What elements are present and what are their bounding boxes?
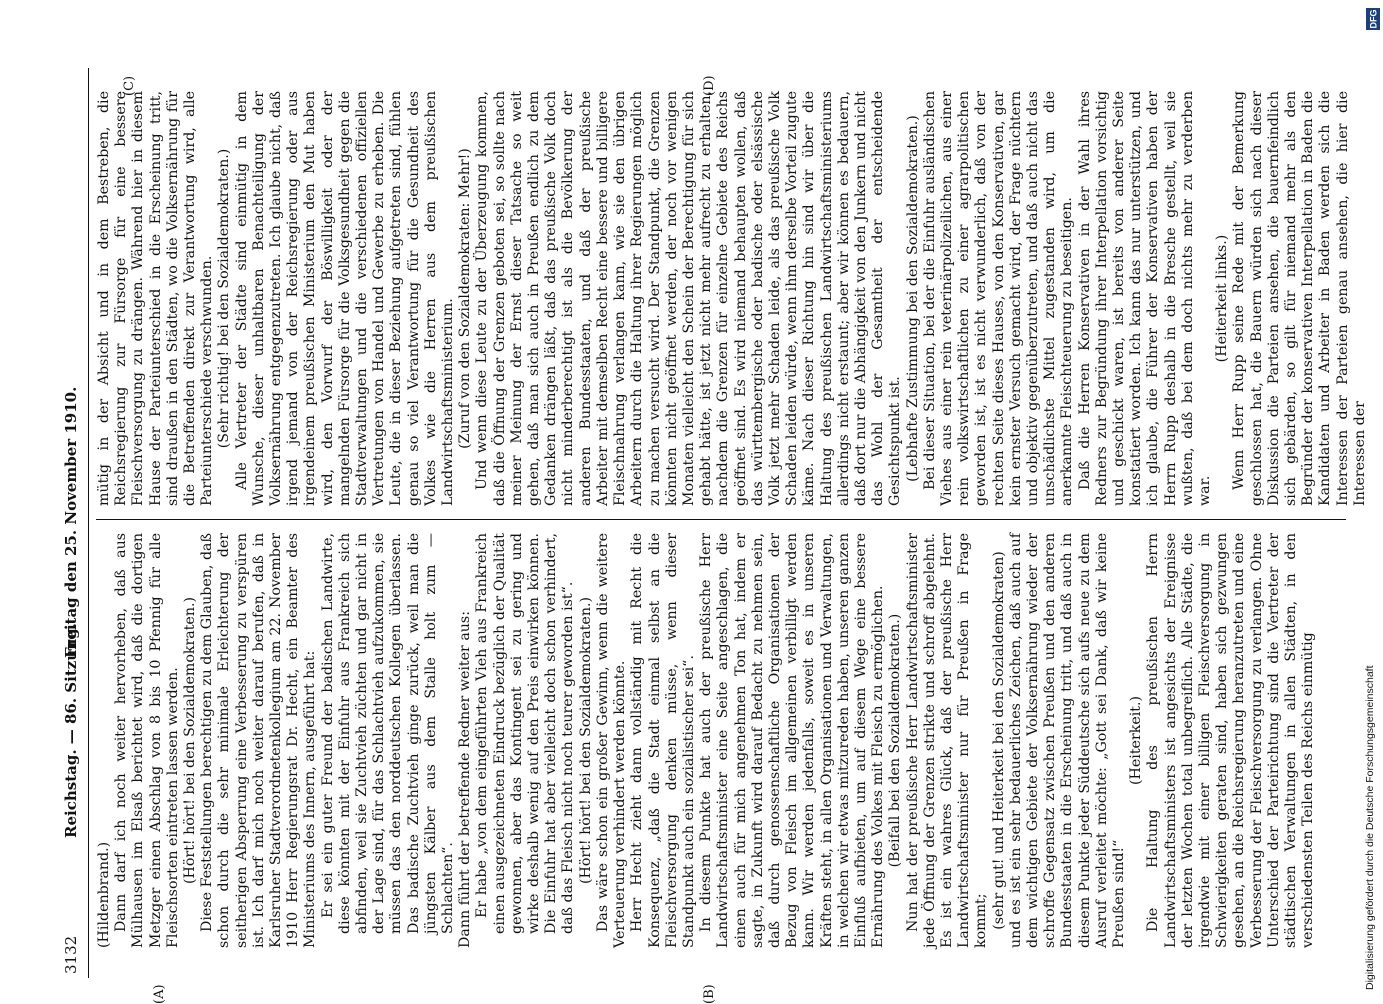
paragraph: Diese Feststellungen berechtigen zu dem Glauben, daß schon durch die sehr minimale Erleichterung der seitherigen Absperrung eine Verbesserung zu verspüren ist. Ich darf mich noch weiter darauf berufen, daß in Karlsruher Stadtverordnetenkollegium am 22. November 1910 Herr Regierungsrat Dr. Hecht, ein Beamter des Ministeriums des Innern, ausgeführt hat: — [199, 533, 319, 948]
page-number: 3132 — [62, 935, 80, 974]
paragraph: Herr Hecht zieht dann vollständig mit Recht die Konsequenz, „daß die Stadt einmal selbst an die Fleischversorgung denken müsse, wenn dieser Standpunkt auch ein sozialistischer sei“. — [629, 533, 697, 948]
paragraph: Er habe „von dem eingeführten Vieh aus Frankreich einen ausgezeichneten Eindruck bezüglich der Qualität gewonnen, aber das Kontingent sei zu gering und wirke deshalb wenig auf den Preis einwirken können. Die Einfuhr hat aber vielleicht doch schon verhindert, daß das Fleisch nicht noch teurer geworden ist“. — [474, 533, 577, 934]
page-header — [52, 68, 89, 978]
digitization-credit: Digitalisierung gefördert durch die Deutsche Forschungsgemeinschaft — [1364, 665, 1376, 990]
paragraph: (Heiterkeit.) — [1128, 696, 1145, 785]
document-page — [52, 68, 1368, 1004]
paragraph: (Sehr richtig! bei den Sozialdemokraten.) — [216, 148, 233, 449]
paragraph: (sehr gut! und Heiterkeit bei den Sozialdemokraten) — [990, 551, 1007, 930]
paragraph: Dann führt der betreffende Redner weiter aus: — [457, 611, 474, 948]
paragraph: Das wäre schon ein großer Gewinn, wenn die weitere Verteuerung verhindert werden könnte. — [594, 533, 629, 948]
right-text-column — [96, 91, 1369, 506]
paragraph: (Heiterkeit links.) — [1214, 234, 1231, 363]
paragraph: (Hört! hört! bei den Sozialdemokraten.) — [182, 596, 199, 885]
paragraph: mütig in der Absicht und in dem Bestreben, die Reichsregierung zur Fürsorge für eine bessere Fleischversorgung zu drängen. Während hier in diesem Hause der Parteiunterschied in die Erscheinung tritt, sind draußen in den Städten, wo die Volksernährung für die Betreffenden direkt zur Verantwortung wird, alle Parteiunterschiede verschwunden. — [96, 91, 216, 506]
paragraph: (Hört! hört! bei den Sozialdemokraten.) — [577, 596, 594, 885]
paragraph: Wenn Herr Rupp seine Rede mit der Bemerkung geschlossen hat, die Bauern würden sich nach dieser Diskussion die Parteien ansehen, die bauernfeindlich sich gebärden, so gilt für niemand mehr als den Begründer der konservativen Interpellation in Baden die Kandidaten und Arbeiter in Baden werden sich die Interessen der Parteien genau ansehen, die hier die Interessen der — [1231, 91, 1368, 506]
left-text-column — [96, 533, 1317, 948]
column-divider — [96, 519, 1346, 520]
paragraph: Dann darf ich noch weiter hervorheben, daß aus Mülhausen im Elsaß berichtet wird, daß die dortigen Metzger einen Abschlag von 8 bis 10 Pfennig für alle Fleischsorten eintreten lassen werden. — [113, 533, 181, 948]
margin-marker-a: (A) — [152, 984, 167, 1004]
paragraph: Er sei ein guter Freund der badischen Landwirte, diese könnten mit der Einfuhr aus Frankreich sich abfinden, weil sie Zuchtvieh züchten und gar nicht in der Lage sind, für das Schlachtvieh aufzukommen, sie müssen das den norddeutschen Kollegen überlassen. Das badische Zuchtvieh ginge zurück, weil man die jüngsten Kälber aus dem Stalle holt zum — Schlachten“. — [319, 533, 457, 934]
paragraph: (Lebhafte Zustimmung bei den Sozialdemokraten.) — [904, 115, 921, 482]
paragraph: und es ist ein sehr bedauerliches Zeichen, daß auch auf dem wichtigen Gebiete der Volksernährung wieder der schroffe Gegensatz zwischen Preußen und den anderen Bundesstaaten in die Erscheinung tritt, und daß auch in diesem Punkte jeder Süddeutsche sich aufs neue zu dem Ausruf verleitet möchte: „Gott sei Dank, daß wir keine Preußen sind!“ — [1007, 533, 1127, 948]
paragraph: Alle Vertreter der Städte sind einmütig in dem Wunsche, dieser unhaltbaren Benachteiligung der Volksernährung entgegenzutreten. Ich glaube nicht, daß irgend jemand von der Reichsregierung oder aus irgendeinem preußischen Ministerium den Mut haben wird, den Vorwurf der Böswilligkeit oder der mangelnden Fürsorge für die Volksgesundheit gegen die Stadtverwaltungen und die verschiedenen offiziellen Vertretungen von Handel und Gewerbe zu erheben. Die Leute, die in dieser Beziehung aufgetreten sind, fühlen genau so viel Verantwortung für die Gesundheit des Volkes wie die Herren aus dem preußischen Landwirtschaftsministerium. — [233, 91, 457, 506]
margin-marker-b: (B) — [702, 984, 717, 1004]
paragraph: (Beifall bei den Sozialdemokraten.) — [887, 613, 904, 868]
paragraph: In diesem Punkte hat auch der preußische Herr Landwirtschaftsminister eine Seite angeschlagen, die einen auch für mich angenehmen Ton hat, indem er sagte, in Zukunft wird darauf Bedacht zu nehmen sein, daß durch genossenschaftliche Organisationen der Bezug von Fleisch im allgemeinen verbilligt werden kann. Wir werden jedenfalls, soweit es in unseren Kräften steht, in allen Organisationen und Verwaltungen, in welchen wir etwas mitzureden haben, unseren ganzen Einfluß aufbieten, um auf diesem Wege eine bessere Ernährung des Volkes mit Fleisch zu ermöglichen. — [698, 533, 887, 948]
header-date: Freitag den 25. November 1910. — [62, 386, 80, 658]
paragraph: (Zuruf von den Sozialdemokraten: Mehr!) — [457, 148, 474, 449]
paragraph: Nun hat der preußische Herr Landwirtschaftsminister jede Öffnung der Grenzen strikte und schroff abgelehnt. Es ist ein wahres Glück, daß der preußische Herr Landwirtschaftsminister nur für Preußen in Frage kommt; — [904, 533, 990, 948]
header-title: Reichstag. — 86. Sitzung. — [62, 623, 80, 838]
dfg-logo: DFG — [1368, 9, 1378, 29]
paragraph: Daß die Herren Konservativen in der Wahl ihres Redners zur Begründung ihrer Interpellation vorsichtig und geschickt waren, ist bereits von anderer Seite konstatiert worden. Ich kann das nur unterstützen, und ich glaube, die Führer der Konservativen haben der Herrn Rupp deshalb in die Bresche gestellt, weil sie wußten, daß bei dem doch nichts mehr zu verderben war. — [1076, 91, 1213, 506]
paragraph: (Hildenbrand.) — [96, 841, 112, 948]
margin-marker-c: (C) — [122, 75, 137, 96]
margin-marker-d: (D) — [702, 75, 717, 96]
paragraph: Die Haltung des preußischen Herrn Landwirtschaftsministers ist angesichts der Ereignisse der letzten Wochen total unbegreiflich. Alle Städte, die irgendwie mit einer billigen Fleischversorgung in Schwierigkeiten geraten sind, haben sich gezwungen gesehen, an die Reichsregierung heranzutreten und eine Verbesserung der Fleischversorgung zu verlangen. Ohne Unterschied der Parteirichtung sind die Vertreter der städtischen Verwaltungen in allen Städten, in den verschiedensten Teilen des Reichs einmütig — [1145, 533, 1317, 948]
paragraph: Bei dieser Situation, bei der die Einfuhr ausländischen Viehes aus einer rein veterinärpolizeilichen, aus einer rein volkswirtschaftlichen zu einer agrarpolitischen geworden ist, ist es nicht verwunderlich, daß von der rechten Seite dieses Hauses, von den Konservativen, gar kein ernster Versuch gemacht wird, der Frage nüchtern und objektiv gegenüberzutreten, und daß auch nicht das unschädlichste Mittel zugestanden wird, um die anerkannte Fleischteuerung zu beseitigen. — [921, 91, 1076, 506]
paragraph: Und wenn diese Leute zu der Überzeugung kommen, daß die Öffnung der Grenzen geboten sei, so sollte nach meiner Meinung der Ernst dieser Tatsache so weit gehen, daß man sich auch in Preußen endlich zu dem Gedanken drängen läßt, daß das preußische Volk doch nicht minderberechtigt ist als die Bevölkerung der anderen Bundesstaaten, und daß der preußische Arbeiter mit demselben Recht eine bessere und billigere Fleischnahrung verlangen kann, wie sie den übrigen Arbeitern durch die Haltung ihrer Regierungen möglich zu machen versucht wird. Der Standpunkt, die Grenzen könnten nicht geöffnet werden, der noch vor wenigen Monaten vielleicht den Schein der Berechtigung für sich gehabt hätte, ist jetzt nicht mehr aufrecht zu erhalten, nachdem die Grenzen für einzelne Gebiete des Reichs geöffnet sind. Es wird niemand behaupten wollen, daß das württembergische oder badische oder elsässische Volk jetzt mehr Schaden leide, als das preußische Volk Schaden leiden würde, wenn ihm derselbe Vorteil zugute käme. Nach dieser Richtung hin sind wir über die Haltung des preußischen Landwirtschaftsministeriums allerdings nicht erstaunt; aber wir können es bedauern, daß dort nur die Abhängigkeit von den Junkern und nicht das Wohl der Gesamtheit der entscheidende Gesichtspunkt ist. — [474, 91, 904, 506]
